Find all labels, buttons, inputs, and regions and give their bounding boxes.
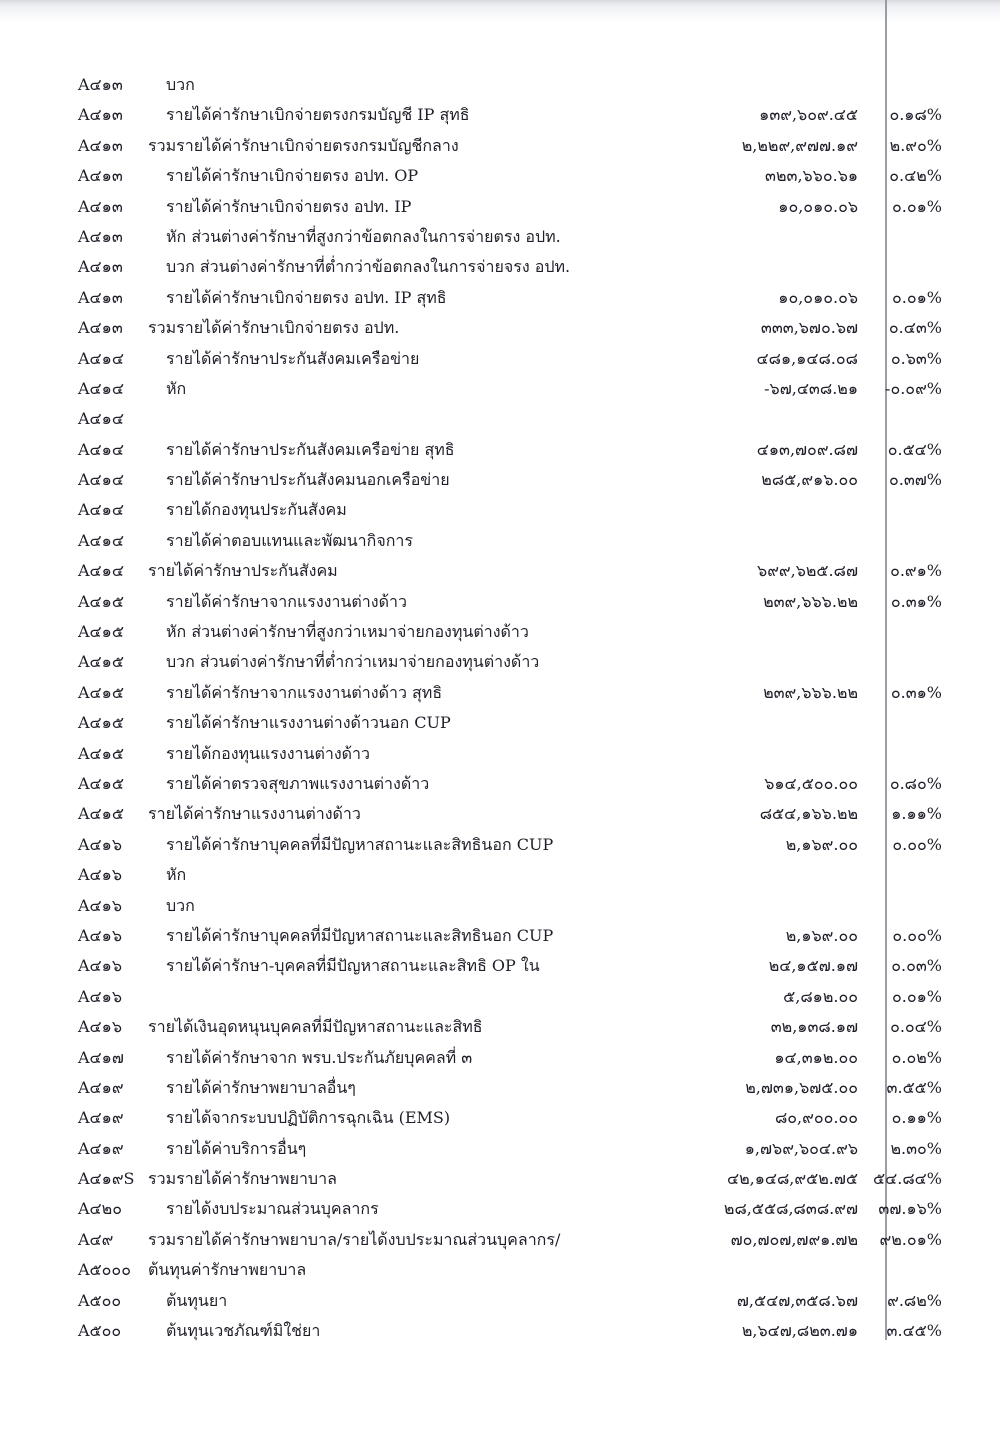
ledger-row — [0, 1012, 1000, 1042]
scan-top-edge — [0, 0, 1000, 22]
account-code: A๔๑๓ — [78, 318, 123, 338]
account-label: รายได้ค่ารักษาจากแรงงานต่างด้าว สุทธิ — [166, 682, 443, 702]
percent-value: ๐.๔๓% — [888, 318, 942, 338]
amount-value: ๔๒,๑๔๘,๙๕๒.๗๕ — [726, 1169, 858, 1189]
account-code: A๔๑๖ — [78, 865, 122, 885]
amount-value: ๓๓๓,๖๗๐.๖๗ — [760, 318, 858, 338]
percent-value: ๙๒.๐๑% — [879, 1229, 942, 1249]
percent-value: ๐.๓๑% — [890, 591, 942, 611]
ledger-row — [0, 161, 1000, 191]
ledger-row — [0, 131, 1000, 161]
ledger-row — [0, 344, 1000, 374]
percent-value: ๐.๐๑% — [892, 196, 942, 216]
account-code: A๔๑๔ — [78, 439, 124, 459]
account-code: A๔๑๕ — [78, 622, 124, 642]
amount-value: ๗,๕๔๗,๓๕๘.๖๗ — [736, 1290, 858, 1310]
account-label: รายได้ค่าตอบแทนและพัฒนากิจการ — [166, 530, 413, 550]
amount-value: ๑๐,๐๑๐.๐๖ — [778, 196, 858, 216]
amount-value: ๕,๘๑๒.๐๐ — [783, 986, 858, 1006]
account-label: ต้นทุนเวชภัณฑ์มิใช่ยา — [166, 1321, 321, 1341]
ledger-row — [0, 1073, 1000, 1103]
amount-value: ๖๙๙,๖๒๕.๘๗ — [757, 561, 858, 581]
account-label: รายได้ค่ารักษาเบิกจ่ายตรง อปท. IP สุทธิ — [166, 287, 447, 307]
percent-value: ๐.๐๑% — [892, 287, 942, 307]
ledger-row — [0, 526, 1000, 556]
percent-value: -๐.๐๙% — [885, 378, 942, 398]
account-label: หัก ส่วนต่างค่ารักษาที่สูงกว่าเหมาจ่ายกองทุนต่างด้าว — [166, 622, 529, 642]
account-code: A๔๑๓ — [78, 196, 123, 216]
percent-value: ๐.๓๑% — [890, 682, 942, 702]
ledger-row — [0, 1164, 1000, 1194]
percent-value: ๐.๙๑% — [890, 561, 942, 581]
account-code: A๔๑๔ — [78, 561, 124, 581]
account-label: หัก ส่วนต่างค่ารักษาที่สูงกว่าข้อตกลงในการจ่ายตรง อปท. — [166, 226, 561, 246]
account-label: รายได้ค่ารักษาแรงงานต่างด้าว — [148, 804, 361, 824]
ledger-row — [0, 435, 1000, 465]
ledger-row — [0, 1103, 1000, 1133]
account-label: รายได้จากระบบปฏิบัติการฉุกเฉิน (EMS) — [166, 1108, 451, 1128]
account-code: A๔๑๔ — [78, 409, 124, 429]
ledger-row — [0, 100, 1000, 130]
account-code: A๔๑๙ — [78, 1108, 124, 1128]
account-code: A๔๑๖ — [78, 895, 122, 915]
account-code: A๔๑๖ — [78, 1017, 122, 1037]
ledger-row — [0, 982, 1000, 1012]
percent-value: ๐.๐๐% — [892, 834, 942, 854]
ledger-row — [0, 769, 1000, 799]
amount-value: ๒๓๙,๖๖๖.๒๒ — [763, 682, 858, 702]
amount-value: ๒๔,๑๕๗.๑๗ — [768, 956, 858, 976]
account-code: A๔๑๓ — [78, 257, 123, 277]
amount-value: ๖๑๔,๕๐๐.๐๐ — [764, 773, 858, 793]
percent-value: ๐.๑๘% — [889, 105, 942, 125]
account-code: A๔๑๓ — [78, 287, 123, 307]
account-label: รวมรายได้ค่ารักษาเบิกจ่ายตรง อปท. — [148, 318, 400, 338]
account-label: ต้นทุนค่ารักษาพยาบาล — [148, 1260, 307, 1280]
account-code: A๔๑๖ — [78, 986, 122, 1006]
amount-value: ๒๓๙,๖๖๖.๒๒ — [763, 591, 858, 611]
account-label: รายได้ค่าตรวจสุขภาพแรงงานต่างด้าว — [166, 773, 430, 793]
account-label: รายได้ค่ารักษาจาก พรบ.ประกันภัยบุคคลที่ ๓ — [166, 1047, 473, 1067]
ledger-row — [0, 860, 1000, 890]
account-code: A๔๙ — [78, 1229, 114, 1249]
ledger-row — [0, 495, 1000, 525]
percent-value: ๓.๔๕% — [886, 1321, 942, 1341]
account-label: รายได้ค่ารักษาประกันสังคมเครือข่าย สุทธิ — [166, 439, 455, 459]
account-code: A๔๑๙ — [78, 1077, 124, 1097]
account-code: A๔๑๕ — [78, 743, 124, 763]
ledger-row — [0, 1225, 1000, 1255]
account-label: บวก ส่วนต่างค่ารักษาที่ต่ำกว่าข้อตกลงในการจ่ายจรง อปท. — [166, 257, 571, 277]
ledger-row — [0, 1043, 1000, 1073]
account-label: ต้นทุนยา — [166, 1290, 228, 1310]
ledger-row — [0, 252, 1000, 282]
percent-value: ๐.๓๗% — [888, 470, 942, 490]
ledger-row — [0, 556, 1000, 586]
amount-value: ๒๘,๕๕๘,๘๓๘.๙๗ — [723, 1199, 858, 1219]
amount-value: ๑๐,๐๑๐.๐๖ — [778, 287, 858, 307]
amount-value: ๒,๒๒๙,๙๗๗.๑๙ — [741, 135, 858, 155]
percent-value: ๒.๙๐% — [889, 135, 942, 155]
ledger-row — [0, 1255, 1000, 1285]
account-code: A๔๑๔ — [78, 500, 124, 520]
percent-value: ๐.๐๔% — [890, 1017, 942, 1037]
account-code: A๔๑๙S — [78, 1169, 135, 1189]
amount-value: ๒,๗๓๑,๖๗๕.๐๐ — [745, 1077, 858, 1097]
account-label: รายได้ค่ารักษาประกันสังคมเครือข่าย — [166, 348, 420, 368]
account-label: รายได้ค่ารักษาเบิกจ่ายตรง อปท. OP — [166, 166, 419, 186]
account-code: A๔๑๕ — [78, 682, 124, 702]
percent-value: ๐.๐๑% — [892, 986, 942, 1006]
percent-value: ๐.๐๒% — [891, 1047, 942, 1067]
amount-value: ๘๐,๙๐๐.๐๐ — [774, 1108, 858, 1128]
account-label: รายได้ค่ารักษา-บุคคลที่มีปัญหาสถานะและสิทธิ OP ใน — [166, 956, 540, 976]
ledger-row — [0, 617, 1000, 647]
amount-value: ๔๑๓,๗๐๙.๘๗ — [756, 439, 858, 459]
account-code: A๔๑๓ — [78, 166, 123, 186]
ledger-row — [0, 192, 1000, 222]
percent-value: ๓.๕๕% — [886, 1077, 942, 1097]
account-code: A๔๑๖ — [78, 956, 122, 976]
account-label: รวมรายได้ค่ารักษาเบิกจ่ายตรงกรมบัญชีกลาง — [148, 135, 459, 155]
amount-value: ๘๕๔,๑๖๖.๒๒ — [759, 804, 858, 824]
account-code: A๔๑๓ — [78, 75, 123, 94]
ledger-row — [0, 283, 1000, 313]
account-label: รายได้เงินอุดหนุนบุคคลที่มีปัญหาสถานะและสิทธิ — [148, 1017, 483, 1037]
account-label: บวก — [166, 895, 195, 915]
account-code: A๕๐๐ — [78, 1290, 122, 1310]
ledger-row — [0, 222, 1000, 252]
ledger-row — [0, 1134, 1000, 1164]
amount-value: ๒,๖๔๗,๘๒๓.๗๑ — [741, 1321, 858, 1341]
account-code: A๔๑๓ — [78, 135, 123, 155]
ledger-row — [0, 921, 1000, 951]
account-code: A๔๑๔ — [78, 530, 124, 550]
ledger-row — [0, 891, 1000, 921]
account-label: รายได้ค่ารักษาแรงงานต่างด้าวนอก CUP — [166, 713, 451, 733]
ledger-row — [0, 587, 1000, 617]
account-label: หัก — [166, 865, 187, 885]
account-label: รวมรายได้ค่ารักษาพยาบาล/รายได้งบประมาณส่วนบุคลากร/ — [148, 1229, 561, 1249]
ledger-row — [0, 404, 1000, 434]
ledger-row — [0, 374, 1000, 404]
account-label: รายได้กองทุนแรงงานต่างด้าว — [166, 743, 370, 763]
percent-value: ๐.๕๔% — [887, 439, 942, 459]
amount-value: ๒,๑๖๙.๐๐ — [785, 925, 858, 945]
account-label: หัก — [166, 378, 187, 398]
amount-value: ๒,๑๖๙.๐๐ — [785, 834, 858, 854]
account-code: A๔๑๙ — [78, 1138, 124, 1158]
amount-value: ๑,๗๖๙,๖๐๔.๙๖ — [744, 1138, 858, 1158]
account-label: รายได้ค่ารักษาบุคคลที่มีปัญหาสถานะและสิทธินอก CUP — [166, 834, 554, 854]
percent-value: ๐.๐๐% — [892, 925, 942, 945]
account-code: A๔๑๕ — [78, 773, 124, 793]
account-label: รายได้กองทุนประกันสังคม — [166, 500, 347, 520]
account-code: A๔๑๔ — [78, 470, 124, 490]
account-label: รายได้ค่าบริการอื่นๆ — [166, 1138, 307, 1158]
account-label: รวมรายได้ค่ารักษาพยาบาล — [148, 1169, 337, 1189]
percent-value: ๐.๔๒% — [889, 166, 942, 186]
ledger-row — [0, 1286, 1000, 1316]
account-code: A๔๑๕ — [78, 713, 124, 733]
amount-value: ๔๘๑,๑๔๘.๐๘ — [756, 348, 858, 368]
percent-value: ๐.๖๓% — [890, 348, 942, 368]
account-code: A๔๒๐ — [78, 1199, 122, 1219]
percent-value: ๒.๓๐% — [890, 1138, 942, 1158]
ledger-row — [0, 799, 1000, 829]
account-label: รายได้ค่ารักษาจากแรงงานต่างด้าว — [166, 591, 407, 611]
ledger-row — [0, 830, 1000, 860]
percent-value: ๐.๐๓% — [891, 956, 942, 976]
account-label: รายได้ค่ารักษาพยาบาลอื่นๆ — [166, 1077, 356, 1097]
percent-value: ๑.๑๑% — [891, 804, 942, 824]
percent-value: ๐.๘๐% — [889, 773, 942, 793]
amount-value: -๖๗,๔๓๘.๒๑ — [764, 378, 858, 398]
amount-value: ๑๔,๓๑๒.๐๐ — [774, 1047, 858, 1067]
amount-value: ๗๐,๗๐๗,๗๙๑.๗๒ — [730, 1229, 858, 1249]
account-code: A๔๑๕ — [78, 652, 124, 672]
account-code: A๕๐๐๐ — [78, 1260, 131, 1280]
amount-value: ๒๘๕,๙๑๖.๐๐ — [761, 470, 858, 490]
account-code: A๔๑๔ — [78, 378, 124, 398]
account-label: รายได้ค่ารักษาเบิกจ่ายตรงกรมบัญชี IP สุทธิ — [166, 105, 470, 125]
account-label: รายได้ค่ารักษาประกันสังคม — [148, 561, 338, 581]
account-code: A๔๑๖ — [78, 925, 122, 945]
ledger-row — [0, 1194, 1000, 1224]
account-label: รายได้งบประมาณส่วนบุคลากร — [166, 1199, 379, 1219]
account-code: A๔๑๓ — [78, 226, 123, 246]
ledger-table — [0, 70, 1000, 1346]
account-code: A๔๑๔ — [78, 348, 124, 368]
ledger-row — [0, 951, 1000, 981]
account-code: A๕๐๐ — [78, 1321, 122, 1341]
ledger-row — [0, 739, 1000, 769]
account-label: รายได้ค่ารักษาเบิกจ่ายตรง อปท. IP — [166, 196, 412, 216]
percent-value: ๐.๑๑% — [891, 1108, 942, 1128]
ledger-row — [0, 678, 1000, 708]
account-label: รายได้ค่ารักษาบุคคลที่มีปัญหาสถานะและสิทธินอก CUP — [166, 925, 554, 945]
account-code: A๔๑๓ — [78, 105, 123, 125]
account-code: A๔๑๗ — [78, 1047, 124, 1067]
ledger-row — [0, 70, 1000, 100]
ledger-row — [0, 465, 1000, 495]
account-label: บวก ส่วนต่างค่ารักษาที่ต่ำกว่าเหมาจ่ายกองทุนต่างด้าว — [166, 652, 540, 672]
amount-value: ๓๒๓,๖๖๐.๖๑ — [765, 166, 858, 186]
percent-value: ๙.๘๒% — [887, 1290, 942, 1310]
account-label: รายได้ค่ารักษาประกันสังคมนอกเครือข่าย — [166, 470, 450, 490]
ledger-row — [0, 647, 1000, 677]
ledger-row — [0, 1316, 1000, 1346]
percent-value: ๕๔.๘๔% — [873, 1169, 942, 1189]
account-label: บวก — [166, 75, 195, 94]
ledger-row — [0, 708, 1000, 738]
account-code: A๔๑๕ — [78, 591, 124, 611]
amount-value: ๑๓๙,๖๐๙.๔๕ — [759, 105, 858, 125]
ledger-row — [0, 313, 1000, 343]
percent-value: ๓๗.๑๖% — [878, 1199, 942, 1219]
account-code: A๔๑๕ — [78, 804, 124, 824]
amount-value: ๓๒,๑๓๘.๑๗ — [770, 1017, 858, 1037]
account-code: A๔๑๖ — [78, 834, 122, 854]
